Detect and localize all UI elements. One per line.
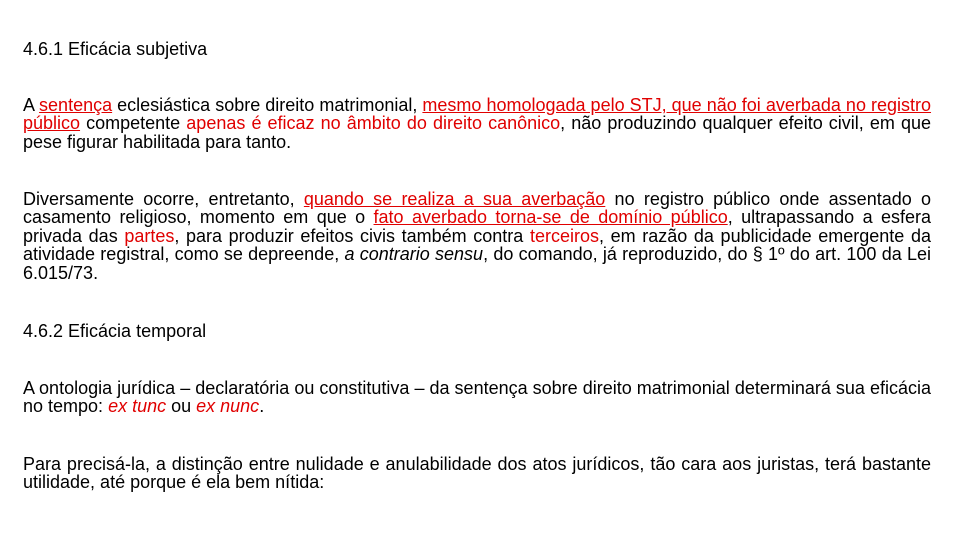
text-segment: Para precisá-la, a distinção entre nulidade e anulabilidade dos atos jurídicos, tão cara aos juristas, terá bastante utilidade, até porque é ela bem nítida:	[23, 454, 931, 493]
text-segment: no registro público onde assentado o casamento religioso, momento em que o	[23, 189, 931, 228]
text-segment: .	[259, 396, 265, 417]
text-segment: , em razão da publicidade emergente da atividade registral, como se depreende,	[23, 225, 931, 265]
paragraph-precisa-la	[23, 455, 931, 492]
text-segment: Diversamente ocorre, entretanto,	[23, 189, 304, 209]
highlight-ex-tunc: ex tunc	[108, 396, 167, 417]
text-segment: competente	[80, 113, 187, 134]
text-segment: ou	[166, 396, 197, 417]
highlight-sentenca: sentença	[39, 95, 113, 115]
italic-a-contrario-sensu: a contrario sensu	[344, 244, 484, 265]
text-segment: A	[23, 95, 40, 115]
paragraph-sentenca-eclesiastica	[23, 96, 931, 151]
text-segment: , do comando, já reproduzido, do § 1º do art. 100 da Lei 6.015/73.	[23, 244, 931, 283]
highlight-homologada: mesmo homologada pelo STJ, que não foi averbada no registro público	[23, 95, 932, 134]
text-segment: eclesiástica sobre direito matrimonial,	[112, 95, 423, 115]
text-segment: , para produzir efeitos civis também contra	[174, 225, 530, 246]
text-segment: , ultrapassando a esfera privada das	[23, 207, 932, 246]
section-heading-eficacia-temporal: 4.6.2 Eficácia temporal	[23, 321, 207, 341]
text-segment: , não produzindo qualquer efeito civil, em que pese figurar habilitada para tanto.	[23, 113, 932, 152]
paragraph-ontologia	[23, 379, 931, 416]
slide-content	[23, 0, 931, 540]
highlight-eficaz-canonico: apenas é eficaz no âmbito do direito canônico	[186, 113, 561, 134]
highlight-averbacao: quando se realiza a sua averbação	[303, 189, 606, 209]
paragraph-averbacao	[23, 190, 931, 282]
highlight-partes: partes	[124, 225, 175, 246]
highlight-dominio-publico: fato averbado torna-se de domínio público	[373, 207, 728, 228]
highlight-terceiros: terceiros	[529, 225, 599, 246]
text-segment: A ontologia jurídica – declaratória ou constitutiva – da sentença sobre direito matrimonial determinará sua eficácia no tempo:	[23, 378, 931, 417]
highlight-ex-nunc: ex nunc	[196, 396, 260, 417]
section-heading-eficacia-subjetiva: 4.6.1 Eficácia subjetiva	[23, 39, 208, 59]
